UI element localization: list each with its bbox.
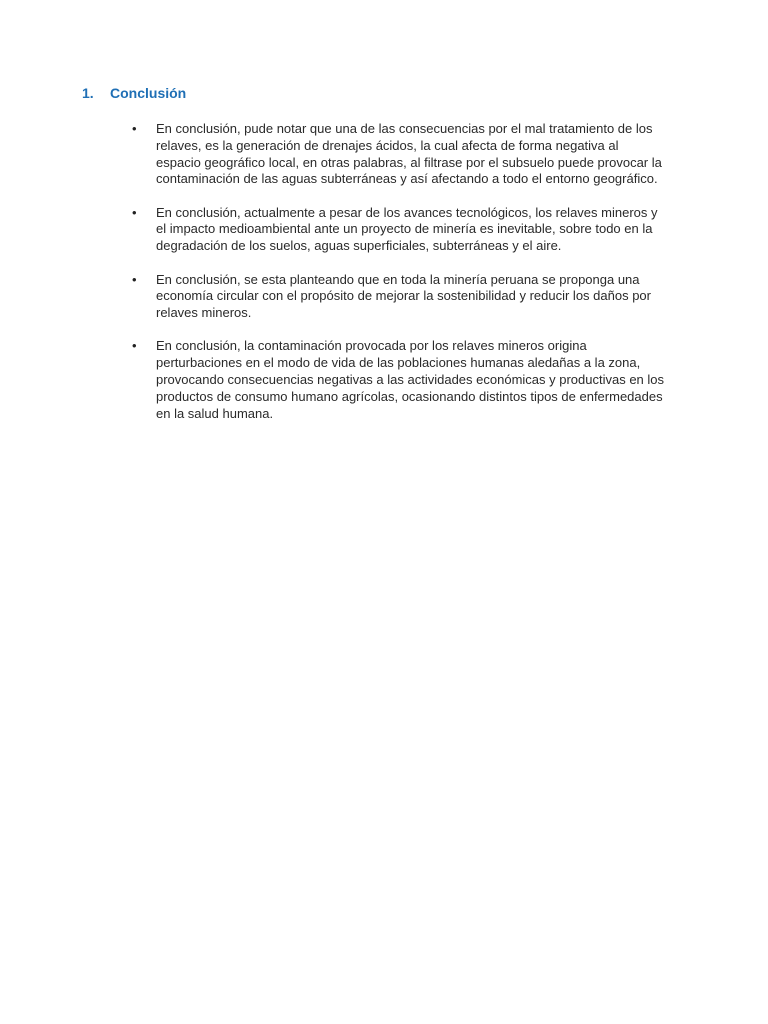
- section-title: Conclusión: [110, 85, 187, 101]
- list-item-text: En conclusión, pude notar que una de las consecuencias por el mal tratamiento de los relaves, es la generación de drenajes ácidos, la cual afecta de forma negativa al espacio geográfico local, en otras palabras, al filtrase por el subsuelo puede provocar la contaminación de las aguas subterráneas y así afectando a todo el entorno geográfico.: [156, 121, 662, 187]
- section-heading: [82, 85, 186, 101]
- section-number: 1.: [82, 85, 94, 101]
- list-item-text: En conclusión, la contaminación provocada por los relaves mineros origina perturbaciones en el modo de vida de las poblaciones humanas aledañas a la zona, provocando consecuencias negativas a las actividades económicas y productivas en los productos de consumo humano agrícolas, ocasionando distintos tipos de enfermedades en la salud humana.: [156, 338, 665, 421]
- list-item: [130, 272, 670, 322]
- list-item: [130, 338, 670, 422]
- bullet-icon: •: [132, 338, 137, 354]
- conclusion-list: [130, 121, 670, 439]
- list-item-text: En conclusión, actualmente a pesar de los avances tecnológicos, los relaves mineros y el impacto medioambiental ante un proyecto de minería es inevitable, sobre todo en la degradación de los suelos, aguas superficiales, subterráneas y el aire.: [156, 204, 658, 254]
- bullet-icon: •: [132, 271, 137, 287]
- list-item: [130, 205, 670, 255]
- bullet-icon: •: [132, 204, 137, 220]
- bullet-icon: •: [132, 121, 137, 136]
- list-item-text: En conclusión, se esta planteando que en toda la minería peruana se proponga una economía circular con el propósito de mejorar la sostenibilidad y reducir los daños por relaves mineros.: [156, 271, 651, 321]
- list-item: [130, 121, 670, 188]
